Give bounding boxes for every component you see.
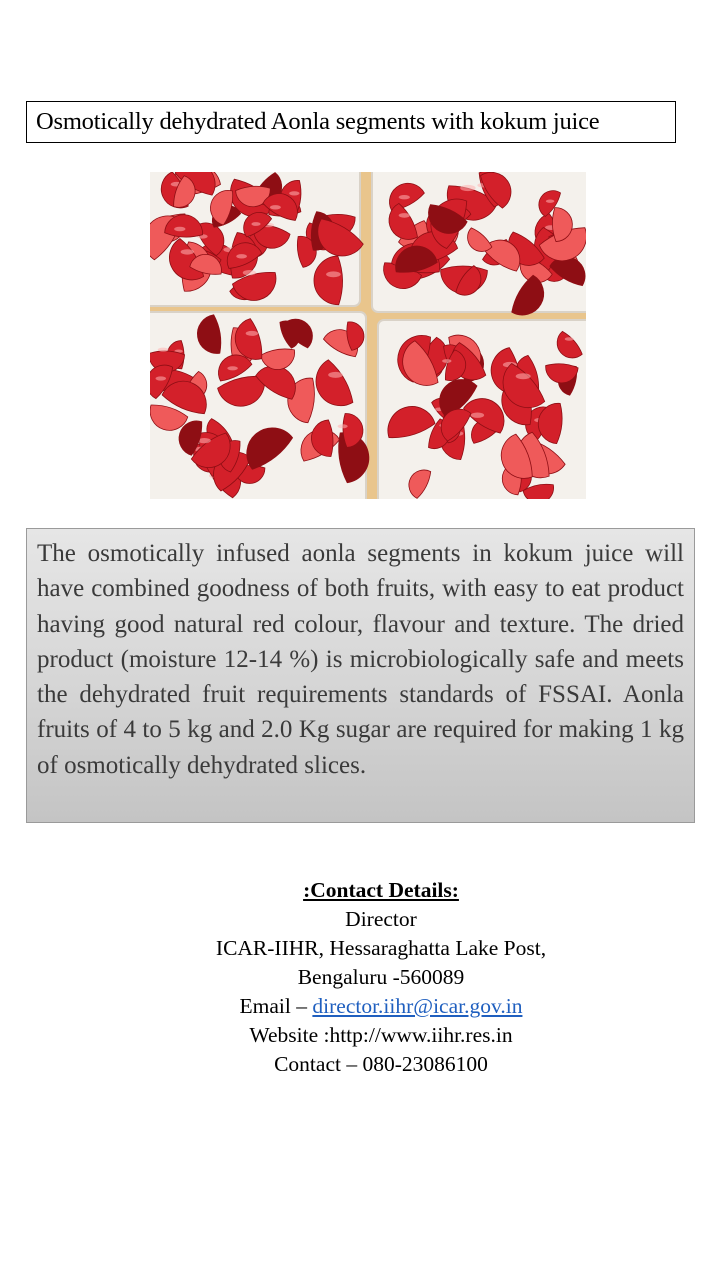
contact-heading: :Contact Details: <box>303 878 459 902</box>
segment-highlight <box>236 254 247 258</box>
email-prefix: Email – <box>239 994 313 1018</box>
segment-highlight <box>174 227 185 232</box>
description-box <box>26 528 695 823</box>
segment-highlight <box>227 366 238 370</box>
segment-highlight <box>181 249 194 254</box>
segment-highlight <box>270 205 281 209</box>
description-text: The osmotically infused aonla segments in kokum juice will have combined goodness of both fruits, with easy to eat product having good natural red colour, flavour and texture. The dried product (moisture 12-14 %) is microbiologically safe and meets the dehydrated fruit requirements standards of FSSAI. Aonla fruits of 4 to 5 kg and 2.0 Kg sugar are required for making 1 kg of osmotically dehydrated slices. <box>37 540 684 779</box>
email-link[interactable]: director.iihr@icar.gov.in <box>312 994 523 1018</box>
segment-highlight <box>156 376 167 380</box>
segment-highlight <box>246 331 258 336</box>
segment-highlight <box>158 348 169 352</box>
segment-highlight <box>399 195 410 199</box>
contact-website: Website :http://www.iihr.res.in <box>249 1023 513 1047</box>
page-title: Osmotically dehydrated Aonla segments with kokum juice <box>36 108 600 135</box>
segment-highlight <box>546 200 554 203</box>
segment-highlight <box>442 359 451 363</box>
contact-phone: Contact – 080-23086100 <box>274 1052 488 1076</box>
title-box <box>26 101 676 143</box>
segment-highlight <box>565 337 574 341</box>
segment-highlight <box>289 191 299 195</box>
segment-highlight <box>471 413 484 418</box>
contact-city: Bengaluru -560089 <box>297 965 465 989</box>
segment-highlight <box>399 213 411 218</box>
segment-highlight <box>516 373 531 379</box>
aonla-segments-photo <box>150 172 586 499</box>
segment-highlight <box>338 424 348 428</box>
segment-highlight <box>460 185 475 191</box>
contact-email-line <box>120 992 642 1021</box>
contact-role: Director <box>345 907 417 931</box>
segment-highlight <box>243 270 256 275</box>
segment-highlight <box>328 372 343 378</box>
contact-address: ICAR-IIHR, Hessaraghatta Lake Post, <box>215 936 547 960</box>
segment-highlight <box>326 271 341 277</box>
photo-illustration <box>150 172 586 499</box>
segment-highlight <box>251 222 260 226</box>
contact-details <box>120 876 642 1079</box>
